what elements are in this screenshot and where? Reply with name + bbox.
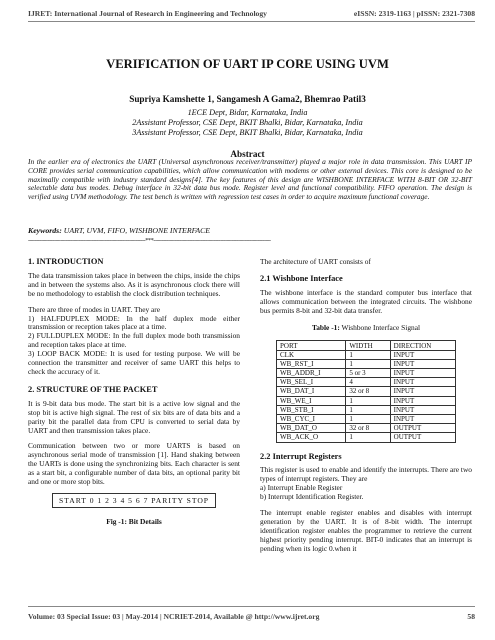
affiliation-2: 2Assistant Professor, CSE Dept, BKIT Bhalki, Bidar, Karnataka, India (132, 118, 363, 127)
keywords (28, 226, 210, 235)
table-header-row (277, 341, 456, 350)
running-footer (28, 612, 475, 621)
table-cell: 32 or 8 (346, 424, 390, 433)
mode-item: 3) LOOP BACK MODE: It is used for testing purpose. We will be connection the transmitter and receiver of same UART this helps to check the accuracy of it. (28, 349, 240, 376)
section-divider: ------------------------------------------------------------------------***------------------------------------------------------------------------ (28, 237, 271, 244)
table-cell: INPUT (390, 387, 455, 396)
abstract-text: In the earlier era of electronics the UART (Universal asynchronous receiver/transmitter) played a major role in data transmission. This UART IP CORE provides serial communication capabilities, which allow communication with modems or other external devices. This core is designed to be maximally compatible with industry standard designs[4]. The key features of this design are WISHBONE INTERFACE WITH 8-BIT OR 32-BIT selectable data bus modes. Debug interface in 32-bit data bus mode. Register level and functional compatibility. FIFO operation. The design is verified using UVM methodology. The test bench is written with regression test cases in order to acquire maximum functional coverage. (28, 157, 472, 202)
right-column (260, 258, 472, 561)
table-cell: WB_WE_I (277, 396, 346, 405)
table-caption-label: Table -1: (311, 322, 340, 332)
section-2-1-heading: 2.1 Wishbone Interface (260, 273, 343, 283)
table-header-cell: WIDTH (346, 341, 390, 350)
table-cell: OUTPUT (390, 424, 455, 433)
table-cell: INPUT (390, 350, 455, 359)
architecture-line: The architecture of UART consists of (260, 257, 371, 266)
table-cell: WB_DAT_O (277, 424, 346, 433)
page-number: 58 (467, 612, 475, 621)
table-cell: 4 (346, 378, 390, 387)
section-1-heading: 1. INTRODUCTION (28, 257, 104, 266)
keywords-text: UART, UVM, FIFO, WISHBONE INTERFACE (63, 226, 211, 235)
section-2-paragraph-2: Communication between two or more UARTS is based on asynchronous serial mode of transmission [1]. Hand shaking between the UARTs is done using the synchronizing bits. Each character is sent as a start bit, a configurable number of data bits, an optional parity bit and one or more stop bits. (28, 441, 240, 487)
header-rule (28, 21, 475, 22)
table-cell: 1 (346, 359, 390, 368)
table-cell: 32 or 8 (346, 387, 390, 396)
table-row (277, 414, 456, 423)
affiliation-3: 3Assistant Professor, CSE Dept, BKIT Bhalki, Bidar, Karnataka, India (132, 128, 363, 137)
running-header (28, 9, 475, 18)
wishbone-signal-table (276, 340, 456, 442)
table-cell: INPUT (390, 414, 455, 423)
left-column (28, 258, 240, 527)
bit-figure (28, 497, 240, 506)
table-caption-text: Wishbone Interface Signal (341, 322, 421, 332)
section-2-paragraph-1: It is 9-bit data bus mode. The start bit is a active low signal and the stop bit is active high signal. The rest of six bits are of data bits and a parity bit the parallel data from CPU is converted to serial data by UART and then transmission takes place. (28, 398, 240, 435)
table-row (277, 359, 456, 368)
table-cell: 1 (346, 433, 390, 442)
footer-volume: Volume: 03 Special Issue: 03 | May-2014 | NCRIET-2014, Available @ http://www.ijret.org (28, 612, 320, 621)
table-cell: 1 (346, 396, 390, 405)
table-cell: 1 (346, 350, 390, 359)
section-2-2-paragraph-1: This register is used to enable and identify the interrupts. There are two types of interrupt registers. They are (260, 465, 472, 484)
table-cell: 1 (346, 405, 390, 414)
table-row (277, 405, 456, 414)
interrupt-list-item: b) Interrupt Identification Register. (260, 492, 364, 502)
section-1-paragraph: The data transmission takes place in between the chips, inside the chips and in between the systems also. As it is asynchronous clock there will be no methodology to establish the clock distribution techniques. (28, 270, 240, 298)
table-row (277, 424, 456, 433)
table-row (277, 369, 456, 378)
keywords-label: Keywords: (28, 226, 62, 235)
author-list: Supriya Kamshette 1, Sangamesh A Gama2, Bhemrao Patil3 (129, 94, 366, 104)
modes-intro: There are three of modes in UART. They are (28, 304, 161, 314)
abstract-heading: Abstract (230, 149, 265, 159)
journal-name: IJRET: International Journal of Research in Engineering and Technology (28, 9, 267, 18)
table-caption (260, 324, 472, 333)
table-cell: WB_STB_I (277, 405, 346, 414)
table-cell: WB_SEL_I (277, 378, 346, 387)
table-cell: CLK (277, 350, 346, 359)
table-row (277, 378, 456, 387)
table-cell: INPUT (390, 378, 455, 387)
section-2-heading: 2. STRUCTURE OF THE PACKET (28, 384, 158, 394)
section-2-2-heading: 2.2 Interrupt Registers (260, 451, 342, 461)
table-header-cell: PORT (277, 341, 346, 350)
table-cell: OUTPUT (390, 433, 455, 442)
issn: eISSN: 2319-1163 | pISSN: 2321-7308 (353, 9, 475, 18)
table-cell: WB_DAT_I (277, 387, 346, 396)
table-header-cell: DIRECTION (390, 341, 455, 350)
table-cell: WB_ACK_O (277, 433, 346, 442)
table-row (277, 350, 456, 359)
section-2-1-paragraph: The wishbone interface is the standard computer bus interface that allows communication between the integrated circuits. The wishbone bus permits 8-bit and 32-bit data transfer. (260, 287, 472, 315)
table-cell: WB_ADDR_I (277, 369, 346, 378)
interrupt-list-item: a) Interrupt Enable Register (260, 483, 343, 493)
paper-title: VERIFICATION OF UART IP CORE USING UVM (106, 57, 389, 71)
affiliation-1: 1ECE Dept, Bidar, Karnataka, India (187, 108, 308, 117)
mode-item: 2) FULLDUPLEX MODE: In the full duplex mode both transmission and reception takes place at time. (28, 331, 240, 350)
table-cell: INPUT (390, 396, 455, 405)
table-cell: WB_RST_I (277, 359, 346, 368)
figure-caption: Fig -1: Bit Details (106, 516, 162, 526)
table-row (277, 387, 456, 396)
section-2-2-paragraph-2: The interrupt enable register enables and disables with interrupt generation by the UART. It is of 8-bit width. The interrupt identification register enables the programmer to retrieve the current highest priority pending interrupt. BIT-0 indicates that an interrupt is pending when its logic 0.when it (260, 508, 472, 553)
table-row (277, 433, 456, 442)
table-cell: INPUT (390, 405, 455, 414)
table-cell: 1 (346, 414, 390, 423)
table-cell: WB_CYC_I (277, 414, 346, 423)
footer-rule (28, 606, 475, 607)
table-row (277, 396, 456, 405)
table-cell: 5 or 3 (346, 369, 390, 378)
table-cell: INPUT (390, 359, 455, 368)
bit-details-box: START 0 1 2 3 4 5 6 7 PARITY STOP (52, 493, 216, 508)
mode-item: 1) HALFDUPLEX MODE: In the half duplex mode either transmission or reception takes place at a time. (28, 313, 240, 332)
table-cell: INPUT (390, 369, 455, 378)
